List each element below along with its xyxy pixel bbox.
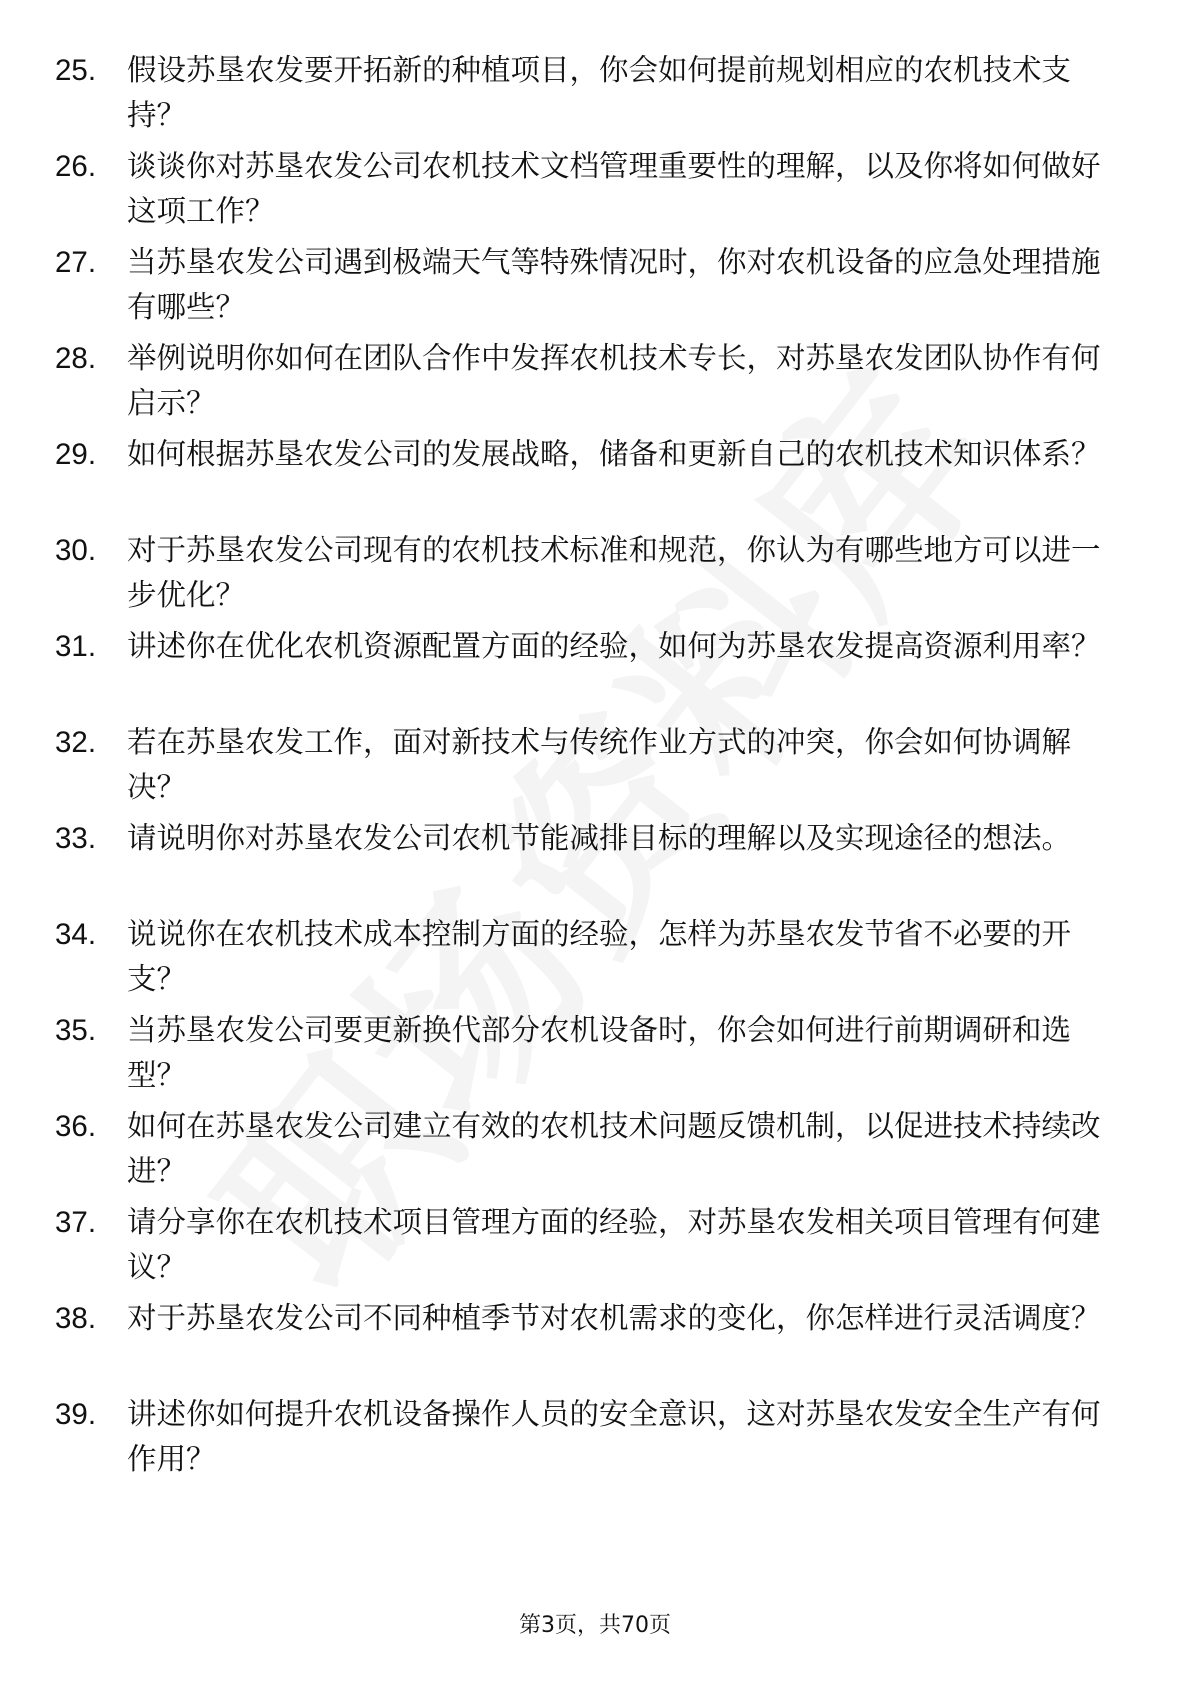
question-number: 38.	[55, 1302, 97, 1335]
question-number: 36.	[55, 1110, 97, 1143]
question-number: 27.	[55, 246, 97, 279]
question-number: 30.	[55, 534, 97, 567]
question-item	[55, 1008, 1115, 1104]
question-item	[55, 240, 1115, 336]
question-text: 对于苏垦农发公司现有的农机技术标准和规范，你认为有哪些地方可以进一步优化？	[127, 533, 1101, 612]
question-number: 33.	[55, 822, 97, 855]
question-item	[55, 624, 1115, 720]
question-number: 39.	[55, 1398, 97, 1431]
question-text: 对于苏垦农发公司不同种植季节对农机需求的变化，你怎样进行灵活调度？	[127, 1301, 1101, 1335]
page-footer: 第3页，共70页	[519, 1613, 671, 1638]
question-text: 假设苏垦农发要开拓新的种植项目，你会如何提前规划相应的农机技术支持？	[127, 53, 1072, 132]
question-item	[55, 1392, 1115, 1488]
question-item	[55, 144, 1115, 240]
question-text: 如何根据苏垦农发公司的发展战略，储备和更新自己的农机技术知识体系？	[127, 437, 1101, 471]
question-number: 25.	[55, 54, 97, 87]
question-text: 请分享你在农机技术项目管理方面的经验，对苏垦农发相关项目管理有何建议？	[127, 1205, 1101, 1284]
question-item	[55, 336, 1115, 432]
question-number: 34.	[55, 918, 97, 951]
question-item	[55, 1104, 1115, 1200]
question-item	[55, 1200, 1115, 1296]
question-item	[55, 432, 1115, 528]
question-number: 37.	[55, 1206, 97, 1239]
question-number: 29.	[55, 438, 97, 471]
question-text: 讲述你如何提升农机设备操作人员的安全意识，这对苏垦农发安全生产有何作用？	[127, 1397, 1101, 1476]
question-number: 35.	[55, 1014, 97, 1047]
question-item	[55, 48, 1115, 144]
question-item	[55, 720, 1115, 816]
question-text: 请说明你对苏垦农发公司农机节能减排目标的理解以及实现途径的想法。	[127, 821, 1072, 855]
question-text: 若在苏垦农发工作，面对新技术与传统作业方式的冲突，你会如何协调解决？	[127, 725, 1072, 804]
question-item	[55, 816, 1115, 912]
question-text: 当苏垦农发公司遇到极端天气等特殊情况时，你对农机设备的应急处理措施有哪些？	[127, 245, 1101, 324]
question-number: 28.	[55, 342, 97, 375]
question-item	[55, 912, 1115, 1008]
question-text: 举例说明你如何在团队合作中发挥农机技术专长，对苏垦农发团队协作有何启示？	[127, 341, 1101, 420]
question-text: 如何在苏垦农发公司建立有效的农机技术问题反馈机制，以促进技术持续改进？	[127, 1109, 1101, 1188]
question-item	[55, 528, 1115, 624]
question-item	[55, 1296, 1115, 1392]
question-list	[55, 48, 1115, 1488]
question-number: 26.	[55, 150, 97, 183]
question-text: 讲述你在优化农机资源配置方面的经验，如何为苏垦农发提高资源利用率？	[127, 629, 1101, 663]
question-text: 说说你在农机技术成本控制方面的经验，怎样为苏垦农发节省不必要的开支？	[127, 917, 1072, 996]
question-text: 谈谈你对苏垦农发公司农机技术文档管理重要性的理解，以及你将如何做好这项工作？	[127, 149, 1101, 228]
question-number: 32.	[55, 726, 97, 759]
question-text: 当苏垦农发公司要更新换代部分农机设备时，你会如何进行前期调研和选型？	[127, 1013, 1072, 1092]
question-number: 31.	[55, 630, 97, 663]
